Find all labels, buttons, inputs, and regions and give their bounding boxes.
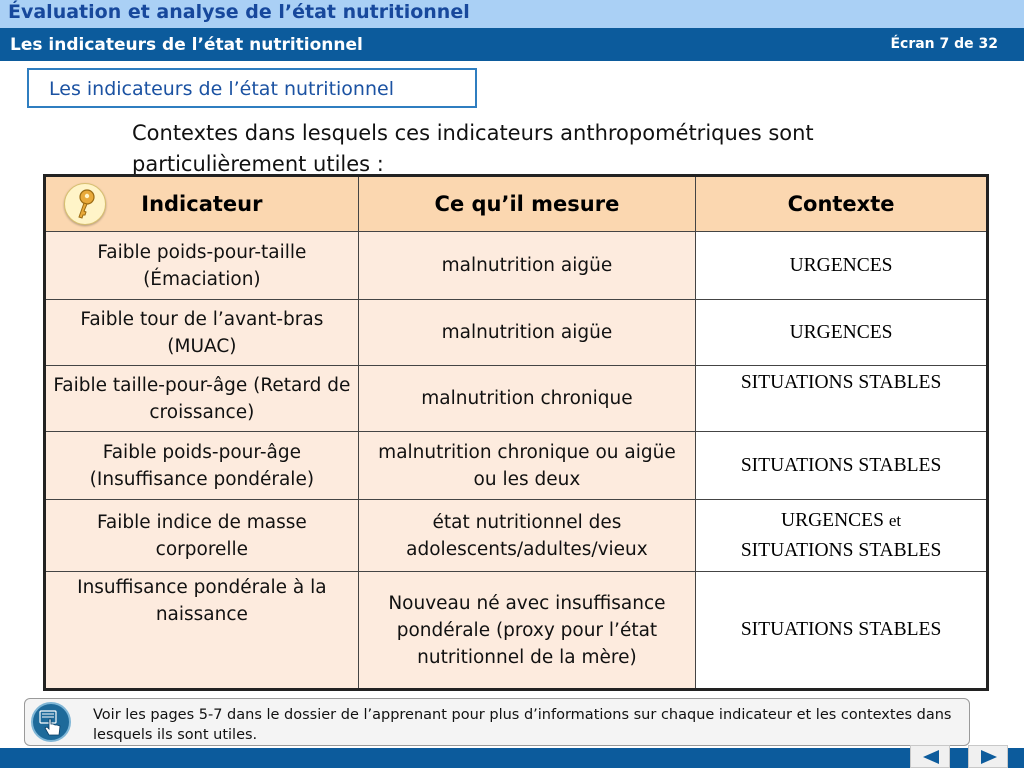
context-emergency: URGENCES <box>781 509 884 531</box>
bottom-bar <box>0 748 1024 768</box>
context-cell: URGENCES <box>696 300 988 366</box>
table-row <box>45 572 988 690</box>
measure-cell: malnutrition aigüe <box>358 300 695 366</box>
table-row <box>45 500 988 572</box>
header-indicator <box>45 176 359 232</box>
note-text: Voir les pages 5-7 dans le dossier de l’apprenant pour plus d’informations sur chaque indicateur et les contextes dans lesquels ils sont utiles. <box>93 707 952 743</box>
indicator-cell: Insuffisance pondérale à la naissance <box>45 572 359 690</box>
context-cell: URGENCES <box>696 232 988 300</box>
section-title-box <box>27 68 477 108</box>
header-indicator-label: Indicateur <box>141 192 263 216</box>
subtitle-bar <box>0 28 1024 61</box>
indicator-cell: Faible poids-pour-âge (Insuffisance pondérale) <box>45 432 359 500</box>
screen-counter: Écran 7 de 32 <box>890 36 998 52</box>
section-title: Les indicateurs de l’état nutritionnel <box>49 78 394 100</box>
indicators-table <box>43 174 989 691</box>
measure-cell: Nouveau né avec insuffisance pondérale (proxy pour l’état nutritionnel de la mère) <box>358 572 695 690</box>
context-cell: SITUATIONS STABLES <box>696 432 988 500</box>
info-note <box>24 698 970 746</box>
next-screen-button[interactable] <box>968 745 1008 768</box>
context-cell <box>696 500 988 572</box>
table-row <box>45 366 988 432</box>
intro-text: Contextes dans lesquels ces indicateurs anthropométriques sont particulièrement utiles : <box>132 121 814 176</box>
indicator-cell: Faible taille-pour-âge (Retard de croissance) <box>45 366 359 432</box>
previous-screen-button[interactable] <box>910 745 950 768</box>
measure-cell: malnutrition aigüe <box>358 232 695 300</box>
title-bar <box>0 0 1024 28</box>
context-conjunction: et <box>888 510 902 530</box>
triangle-left-icon <box>921 749 941 765</box>
indicator-cell: Faible tour de l’avant-bras (MUAC) <box>45 300 359 366</box>
header-context: Contexte <box>696 176 988 232</box>
context-cell: SITUATIONS STABLES <box>696 366 988 432</box>
table-row <box>45 232 988 300</box>
lesson-subtitle: Les indicateurs de l’état nutritionnel <box>10 35 363 55</box>
measure-cell: état nutritionnel des adolescents/adultes/vieux <box>358 500 695 572</box>
context-stable: SITUATIONS STABLES <box>740 539 942 561</box>
indicator-cell: Faible indice de masse corporelle <box>45 500 359 572</box>
measure-cell: malnutrition chronique <box>358 366 695 432</box>
course-title: Évaluation et analyse de l’état nutritionnel <box>8 1 470 23</box>
indicator-cell: Faible poids-pour-taille (Émaciation) <box>45 232 359 300</box>
triangle-right-icon <box>979 749 999 765</box>
table-row <box>45 432 988 500</box>
pointing-hand-icon[interactable] <box>31 702 71 742</box>
context-cell: SITUATIONS STABLES <box>696 572 988 690</box>
table-header-row <box>45 176 988 232</box>
header-measure: Ce qu’il mesure <box>358 176 695 232</box>
key-icon <box>64 183 106 225</box>
table-row <box>45 300 988 366</box>
measure-cell: malnutrition chronique ou aigüe ou les deux <box>358 432 695 500</box>
